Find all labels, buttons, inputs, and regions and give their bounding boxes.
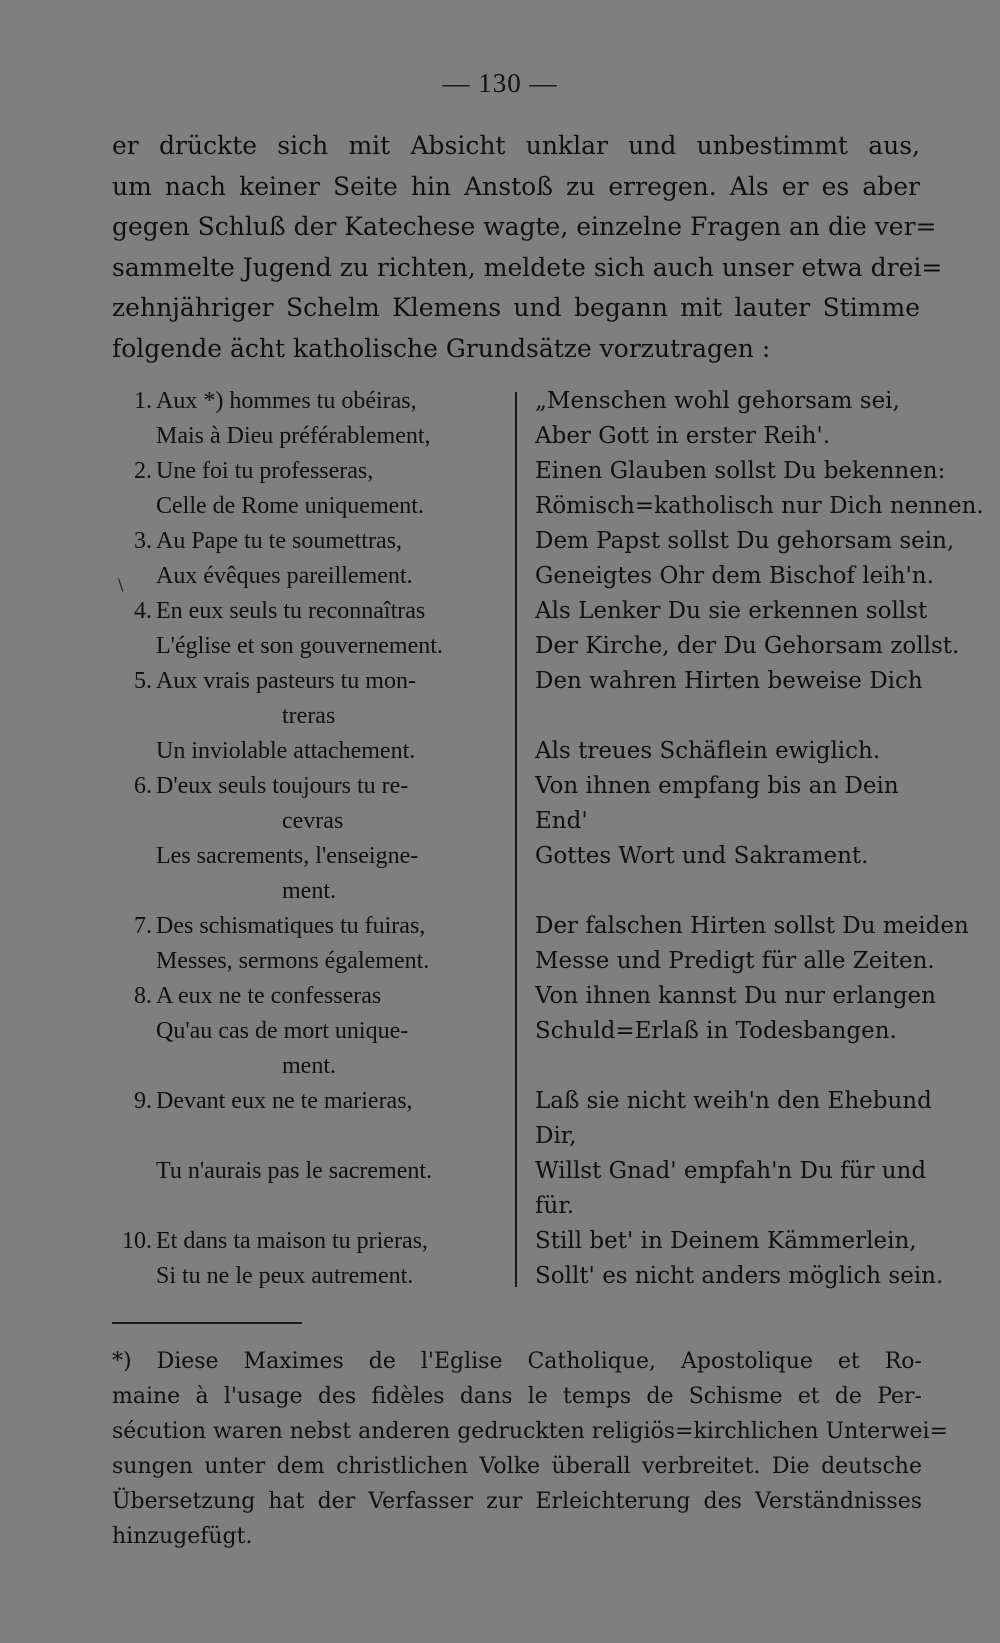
german-verse-line: „Menschen wohl gehorsam sei, (535, 388, 900, 414)
maxim-number: 4. (134, 598, 152, 624)
german-verse-line: Still bet' in Deinem Kämmerlein, (535, 1228, 917, 1254)
german-verse-line: für. (535, 1193, 575, 1219)
french-maxim-line (112, 734, 502, 769)
french-maxim-line (112, 1084, 502, 1119)
french-maxim-line (112, 1224, 502, 1259)
french-maxim-line (112, 629, 502, 664)
maxim-text: Celle de Rome uniquement. (156, 493, 424, 519)
maxim-text: En eux seuls tu reconnaîtras (156, 598, 426, 624)
maxim-number: 2. (134, 458, 152, 484)
german-verse-line (535, 699, 925, 734)
footnote-line: hinzugefügt. (112, 1524, 253, 1549)
french-maxim-line (112, 524, 502, 559)
german-verse-line: Von ihnen kannst Du nur erlangen (535, 983, 936, 1009)
french-maxim-line (112, 1259, 502, 1294)
french-maxim-line (112, 384, 502, 419)
french-maxim-line (112, 664, 502, 699)
german-verse-line: Den wahren Hirten beweise Dich (535, 668, 923, 694)
german-translation-column (535, 384, 984, 1294)
intro-line: folgende ächt katholische Grundsätze vorzutragen : (112, 333, 771, 363)
french-maxim-line (112, 594, 502, 629)
maxim-text: Et dans ta maison tu prieras, (156, 1228, 428, 1254)
maxim-text: ment. (282, 1053, 336, 1079)
german-verse-line: Schuld=Erlaß in Todesbangen. (535, 1018, 897, 1044)
maxim-number: 6. (134, 773, 152, 799)
french-maxim-line (112, 559, 502, 594)
maxim-number: 10. (122, 1228, 152, 1254)
french-maxim-line (112, 1154, 502, 1189)
maxim-text: Mais à Dieu préférablement, (156, 423, 431, 449)
maxim-text: Aux *) hommes tu obéiras, (156, 388, 417, 414)
margin-mark: \ (118, 575, 124, 594)
maxim-text: Messes, sermons également. (156, 948, 430, 974)
french-maxim-line (112, 1049, 502, 1084)
intro-paragraph (112, 126, 943, 369)
maxim-number: 3. (134, 528, 152, 554)
maxim-text: Aux vrais pasteurs tu mon- (156, 668, 416, 694)
maxim-text: Si tu ne le peux autrement. (156, 1263, 414, 1289)
french-maxim-line (112, 1119, 502, 1154)
intro-line: sammelte Jugend zu richten, meldete sich auch unser etwa drei= (112, 252, 943, 282)
intro-line: um nach keiner Seite hin Anstoß zu erregen. Als er es aber (112, 171, 920, 201)
german-verse-line: Als treues Schäflein ewiglich. (535, 738, 881, 764)
maxim-number: 9. (134, 1088, 152, 1114)
german-verse-line: End' (535, 808, 588, 834)
maxim-text: Devant eux ne te marieras, (156, 1088, 413, 1114)
french-maxim-line (112, 1014, 502, 1049)
maxim-number: 1. (134, 388, 152, 414)
maxim-text: Qu'au cas de mort unique- (156, 1018, 409, 1044)
german-verse-line: Dir, (535, 1123, 577, 1149)
footnote-rule (112, 1322, 302, 1324)
maxim-text: Une foi tu professeras, (156, 458, 374, 484)
german-verse-line (535, 874, 925, 909)
maxim-text: Tu n'aurais pas le sacrement. (156, 1158, 433, 1184)
german-verse-line: Einen Glauben sollst Du bekennen: (535, 458, 946, 484)
french-maxim-line (112, 699, 502, 734)
german-verse-line: Von ihnen empfang bis an Dein (535, 773, 899, 799)
german-verse-line (535, 1049, 925, 1084)
german-verse-line: Der falschen Hirten sollst Du meiden (535, 913, 969, 939)
maxim-number: 7. (134, 913, 152, 939)
german-verse-line: Messe und Predigt für alle Zeiten. (535, 948, 935, 974)
maxim-text: A eux ne te confesseras (156, 983, 382, 1009)
french-maxim-line (112, 769, 502, 804)
column-divider (515, 392, 517, 1287)
maxim-text: Aux évêques pareillement. (156, 563, 413, 589)
intro-line: gegen Schluß der Katechese wagte, einzelne Fragen an die ver= (112, 212, 937, 241)
german-verse-line: Laß sie nicht weih'n den Ehebund (535, 1088, 932, 1114)
french-maxim-line (112, 1189, 502, 1224)
maxim-text: Des schismatiques tu fuiras, (156, 913, 426, 939)
maxim-text: cevras (282, 808, 344, 834)
maxim-text: treras (282, 703, 336, 729)
german-verse-line: Dem Papst sollst Du gehorsam sein, (535, 528, 955, 554)
german-verse-line: Sollt' es nicht anders möglich sein. (535, 1263, 944, 1289)
french-maxim-line (112, 979, 502, 1014)
footnote-line: Übersetzung hat der Verfasser zur Erleichterung des Verständnisses (112, 1489, 922, 1514)
footnote (112, 1344, 948, 1554)
french-maxim-line (112, 489, 502, 524)
footnote-line: sungen unter dem christlichen Volke überall verbreitet. Die deutsche (112, 1454, 922, 1479)
footnote-line: sécution waren nebst anderen gedruckten religiös=kirchlichen Unterwei= (112, 1419, 948, 1444)
footnote-line: maine à l'usage des fidèles dans le temps de Schisme et de Per- (112, 1384, 922, 1409)
maxim-text: D'eux seuls toujours tu re- (156, 773, 409, 799)
maxim-text: Au Pape tu te soumettras, (156, 528, 402, 554)
german-verse-line: Als Lenker Du sie erkennen sollst (535, 598, 928, 624)
page-number: — 130 — (442, 68, 558, 98)
maxim-number: 5. (134, 668, 152, 694)
intro-line: zehnjähriger Schelm Klemens und begann mit lauter Stimme (112, 293, 920, 322)
maxim-text: Un inviolable attachement. (156, 738, 416, 764)
maxim-text: L'église et son gouvernement. (156, 633, 443, 659)
intro-line: er drückte sich mit Absicht unklar und unbestimmt aus, (112, 131, 920, 160)
french-maxim-line (112, 874, 502, 909)
german-verse-line: Gottes Wort und Sakrament. (535, 843, 869, 869)
maxim-number: 8. (134, 983, 152, 1009)
german-verse-line: Willst Gnad' empfah'n Du für und (535, 1158, 927, 1184)
german-verse-line: Geneigtes Ohr dem Bischof leih'n. (535, 563, 934, 589)
footnote-line: *) Diese Maximes de l'Eglise Catholique, Apostolique et Ro- (112, 1349, 922, 1374)
french-maxim-line (112, 909, 502, 944)
french-maxim-line (112, 839, 502, 874)
maxim-text: Les sacrements, l'enseigne- (156, 843, 419, 869)
maxim-text: ment. (282, 878, 336, 904)
german-verse-line: Der Kirche, der Du Gehorsam zollst. (535, 633, 960, 659)
french-maxim-line (112, 454, 502, 489)
french-maxim-line (112, 804, 502, 839)
german-verse-line: Aber Gott in erster Reih'. (535, 423, 831, 449)
french-maxim-line (112, 944, 502, 979)
german-verse-line: Römisch=katholisch nur Dich nennen. (535, 493, 984, 519)
french-maxims-column (112, 384, 502, 1294)
french-maxim-line (112, 419, 502, 454)
